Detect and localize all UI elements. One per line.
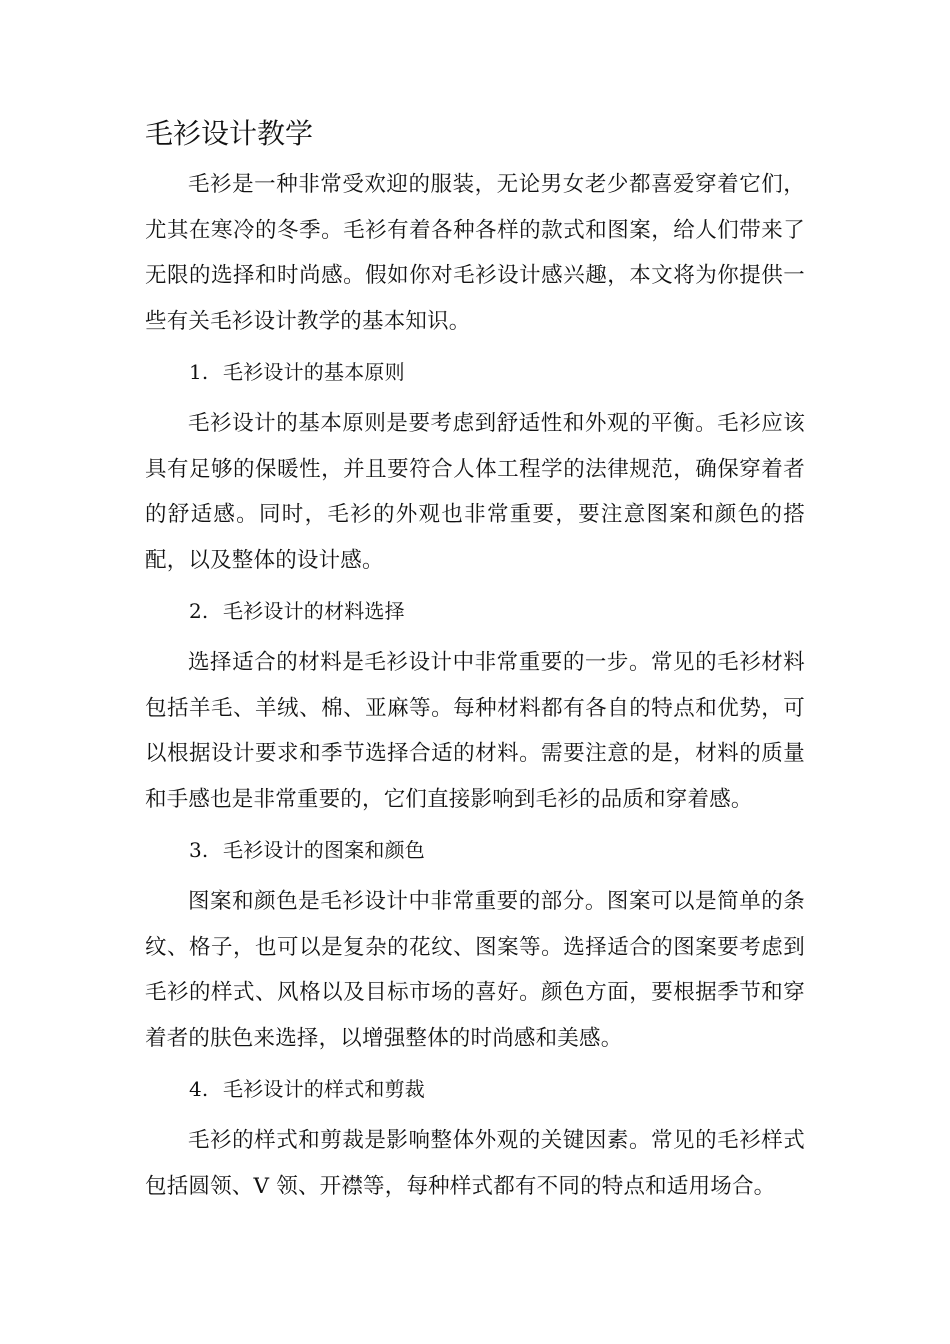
section-number: 1. <box>189 360 209 384</box>
section-body-1: 毛衫设计的基本原则是要考虑到舒适性和外观的平衡。毛衫应该具有足够的保暖性，并且要符合人体工程学的法律规范，确保穿着者的舒适感。同时，毛衫的外观也非常重要，要注意图案和颜色的搭配，以及整体的设计感。 <box>145 411 805 573</box>
section-body-3: 图案和颜色是毛衫设计中非常重要的部分。图案可以是简单的条纹、格子，也可以是复杂的花纹、图案等。选择适合的图案要考虑到毛衫的样式、风格以及目标市场的喜好。颜色方面，要根据季节和穿着者的肤色来选择，以增强整体的时尚感和美感。 <box>145 889 805 1051</box>
intro-paragraph: 毛衫是一种非常受欢迎的服装，无论男女老少都喜爱穿着它们，尤其在寒冷的冬季。毛衫有着各种各样的款式和图案，给人们带来了无限的选择和时尚感。假如你对毛衫设计感兴趣，本文将为你提供一些有关毛衫设计教学的基本知识。 <box>145 172 805 334</box>
section-title: 毛衫设计的图案和颜色 <box>223 838 425 862</box>
section-body-4: 毛衫的样式和剪裁是影响整体外观的关键因素。常见的毛衫样式包括圆领、V 领、开襟等，每种样式都有不同的特点和适用场合。 <box>145 1128 805 1199</box>
section-heading-2 <box>189 589 805 634</box>
section-heading-3 <box>189 828 805 873</box>
section-number: 4. <box>189 1077 209 1101</box>
section-title: 毛衫设计的基本原则 <box>223 360 405 384</box>
document-page <box>145 110 805 1215</box>
section-number: 2. <box>189 599 209 623</box>
section-body-2: 选择适合的材料是毛衫设计中非常重要的一步。常见的毛衫材料包括羊毛、羊绒、棉、亚麻等。每种材料都有各自的特点和优势，可以根据设计要求和季节选择合适的材料。需要注意的是，材料的质量和手感也是非常重要的，它们直接影响到毛衫的品质和穿着感。 <box>145 650 805 812</box>
section-title: 毛衫设计的材料选择 <box>223 599 405 623</box>
document-title: 毛衫设计教学 <box>145 117 314 150</box>
section-heading-1 <box>189 350 805 395</box>
section-number: 3. <box>189 838 209 862</box>
section-title: 毛衫设计的样式和剪裁 <box>223 1077 425 1101</box>
section-heading-4 <box>189 1067 805 1112</box>
